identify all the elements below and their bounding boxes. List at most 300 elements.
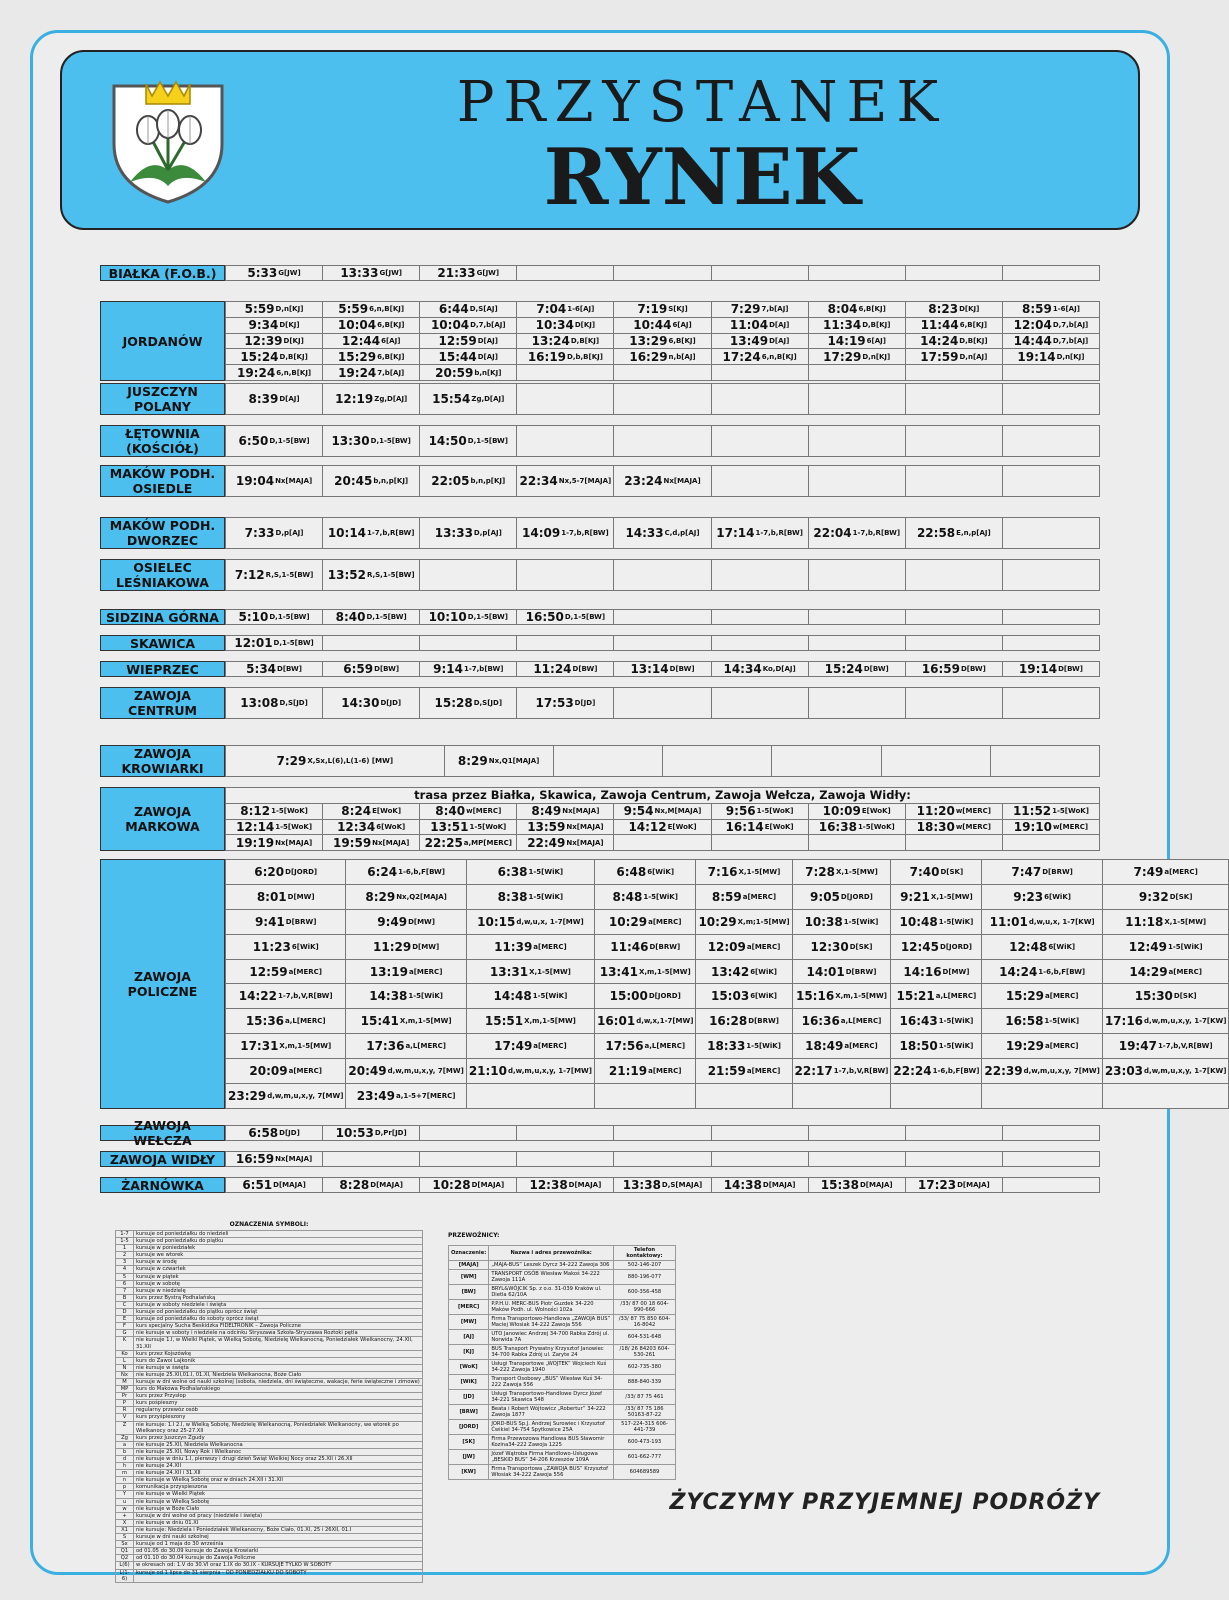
carrier-name: TRANSPORT OSÓB Wiesław Makoś 34-222 Zawoja 111A [489,1270,614,1285]
departure-time: 9:54 [623,804,654,819]
departure-symbols: X,m,1-5[MW] [279,1042,332,1051]
departure-symbols: w[MERC] [955,807,991,816]
legend-row [116,1491,423,1498]
stop-name: OSIELEC LEŚNIAKOWA [100,559,225,591]
departure-cell [517,820,614,836]
legend-symbol: D [116,1309,134,1316]
departure-cell [226,560,323,591]
departure-cell [891,1034,982,1059]
empty-cell [517,384,614,415]
empty-cell [906,610,1003,625]
stop-name: ZAWOJA POLICZNE [100,859,225,1109]
departure-time: 15:41 [360,1014,399,1029]
departure-cell [226,835,323,851]
departure-time: 17:49 [494,1039,533,1054]
departure-time: 16:50 [525,610,564,624]
empty-cell [517,1126,614,1141]
carriers-title: PRZEWOŹNICY: [448,1232,500,1239]
departure-time: 16:43 [899,1014,938,1029]
departure-symbols: 1-5[WoK] [271,807,308,816]
departure-cell [614,334,711,350]
departure-symbols: D,n[KJ] [862,352,891,361]
departure-time: 14:19 [827,333,866,348]
departure-cell [445,746,554,777]
departure-symbols: D,1-5[BW] [467,613,508,621]
stop-name: JORDANÓW [100,301,225,381]
departure-time: 15:30 [1134,989,1173,1004]
legend-symbol: Ko [116,1350,134,1357]
departure-time: 20:45 [334,474,373,488]
departure-symbols: 1-6[AJ] [1052,305,1080,314]
legend-row [116,1238,423,1245]
stop-name: ŻARNÓWKA [100,1177,225,1193]
departure-cell [982,1034,1102,1059]
departure-symbols: 6[WiK] [750,992,778,1001]
departure-time: 10:53 [335,1126,374,1140]
carrier-row [449,1420,676,1435]
departure-cell [696,984,792,1009]
departure-time: 11:24 [533,662,572,676]
departure-symbols: D,n[AJ] [959,352,988,361]
departures-grid [225,609,1100,625]
departures-grid [225,859,1229,1109]
departure-cell [696,960,792,985]
departure-time: 6:51 [242,1178,273,1192]
departure-cell [323,302,420,318]
departure-symbols: 7,b[AJ] [377,368,405,377]
departure-symbols: D[BW] [669,665,695,673]
departure-cell [595,1034,696,1059]
departure-time: 19:19 [235,835,275,850]
departure-time: 21:33 [437,266,476,280]
departure-cell [226,820,323,836]
carrier-code: [KJ] [449,1345,489,1360]
legend-row [116,1434,423,1441]
stop-row [100,265,1100,281]
departure-symbols: d,w,m,u,x,y, 7[MW] [1023,1067,1100,1076]
departure-time: 12:39 [244,333,283,348]
empty-cell [614,560,711,591]
departure-time: 22:05 [431,474,470,488]
departure-cell [226,688,323,719]
departure-cell [420,820,517,836]
departure-time: 14:09 [522,526,561,540]
departure-cell [467,984,595,1009]
empty-cell [906,426,1003,457]
departure-symbols: 1-7,b,R[BW] [755,529,803,537]
departure-cell [346,1034,466,1059]
departure-symbols: D[MAJA] [568,1181,602,1189]
departure-cell [712,1178,809,1193]
departure-symbols: 1-5[WiK] [1167,942,1203,951]
legend-symbol: S [116,1534,134,1541]
departure-time: 19:14 [1018,662,1058,676]
legend-row [116,1519,423,1526]
departure-cell [420,334,517,350]
departure-cell [1003,804,1100,820]
departure-time: 8:49 [531,804,562,819]
departure-cell [517,349,614,365]
departure-cell [420,302,517,318]
departure-time: 19:47 [1118,1039,1157,1054]
departure-cell [517,466,614,497]
empty-cell [1003,1178,1100,1193]
stop-name: ZAWOJA KROWIARKI [100,745,225,777]
carrier-code: [AJ] [449,1330,489,1345]
carrier-name: UTO Janowiec Andrzej 34-700 Rabka Zdrój ul. Norwida 7A [489,1330,614,1345]
departure-symbols: R,S,1-5[BW] [366,571,415,579]
carrier-phone: 600-473-193 [614,1435,676,1450]
departure-cell [891,910,982,935]
departure-symbols: 1-5[WoK] [756,807,794,816]
departure-cell [323,1126,420,1141]
empty-cell [712,835,809,851]
carrier-row [449,1330,676,1345]
departure-time: 22:04 [813,526,852,540]
legend-row [116,1273,423,1280]
legend-row [116,1393,423,1400]
departure-symbols: D[BW] [572,665,598,673]
departure-time: 8:01 [256,889,287,904]
departure-cell [323,349,420,365]
legend-symbol: K [116,1337,134,1350]
departure-cell [793,1059,892,1084]
departure-symbols: D[SK] [849,942,873,951]
departure-time: 14:48 [493,989,532,1004]
departure-symbols: X,1-5[MW] [930,892,973,901]
departure-time: 9:23 [1013,889,1044,904]
departure-time: 15:44 [438,349,477,364]
carrier-name: Usługi Transportowo-Handlowe Dyrcz Józef 34-221 Skawica 548 [489,1390,614,1405]
stop-name: SKAWICA [100,635,225,651]
departure-symbols: D[SK] [1173,992,1197,1001]
departure-cell [420,426,517,457]
departure-cell [809,1178,906,1193]
departure-time: 17:31 [240,1039,279,1054]
departure-cell [809,804,906,820]
empty-cell [614,384,711,415]
departure-time: 6:24 [367,864,398,879]
legend-description: nie kursuje 25.XII,01.I, 01.XI, Niedziela Wielkanocna, Boże Ciało [134,1371,423,1378]
departure-time: 18:49 [805,1039,844,1054]
legend-row [116,1386,423,1393]
departure-symbols: D[MAJA] [471,1181,505,1189]
departure-cell [906,804,1003,820]
departure-cell [614,318,711,334]
departure-time: 15:29 [1005,989,1045,1004]
departure-time: 16:29 [629,349,668,364]
empty-cell [1003,365,1100,381]
legend-description: kursuje w dni wolne od nauki szkolnej (sobota, niedziela, dni świąteczne, wakacje, ferie świąteczne i zimowe) [134,1378,423,1385]
departure-cell [517,835,614,851]
departure-cell [226,318,323,334]
legend-row [116,1441,423,1448]
departure-cell [467,1009,595,1034]
departure-time: 12:45 [900,939,940,954]
legend-symbol: u [116,1498,134,1505]
carrier-row [449,1450,676,1465]
legend-description: kursuje od poniedziałku do piątku [134,1238,423,1245]
departure-time: 11:46 [610,939,649,954]
legend-symbol: 6 [116,1280,134,1287]
departure-symbols: 1-5[WoK] [469,822,507,831]
legend-symbol: 2 [116,1252,134,1259]
departure-time: 8:28 [339,1178,370,1192]
departure-time: 17:36 [366,1039,405,1054]
departure-symbols: a[MERC] [288,1067,322,1076]
departure-symbols: d,w,u,x, 1-7[MW] [516,917,584,926]
departure-time: 13:30 [331,434,370,448]
legend-symbol: w [116,1505,134,1512]
legend-row [116,1231,423,1238]
legend-description: nie kursuje 25.XII, Nowy Rok i Wielkanoc [134,1448,423,1455]
departure-cell [226,610,323,625]
carrier-code: [SK] [449,1435,489,1450]
departure-symbols: D[JORD] [840,892,873,901]
departure-symbols: G[JW] [379,269,402,277]
departure-cell [323,266,420,281]
departure-cell [517,334,614,350]
departure-symbols: D[MAJA] [762,1181,796,1189]
empty-cell [712,365,809,381]
empty-cell [1003,560,1100,591]
departure-cell [323,365,420,381]
empty-cell [906,365,1003,381]
empty-cell [906,384,1003,415]
departure-cell [1003,662,1100,677]
departure-cell [1003,820,1100,836]
empty-cell [906,560,1003,591]
departure-cell [906,518,1003,549]
departure-cell [891,1059,982,1084]
departure-symbols: a[MERC] [533,1042,567,1051]
departure-cell [226,1126,323,1141]
empty-cell [809,426,906,457]
legend-description: kursuje we wtorek [134,1252,423,1259]
carrier-row [449,1285,676,1300]
departure-time: 19:04 [235,474,275,488]
departure-cell [517,302,614,318]
departure-symbols: S[KJ] [668,305,688,314]
departure-time: 12:01 [234,636,273,650]
departure-cell [1103,1059,1229,1084]
departure-symbols: D[AJ] [769,336,790,345]
departure-symbols: 6[WiK] [1048,942,1076,951]
departure-cell [226,518,323,549]
empty-cell [991,746,1100,777]
departure-symbols: X,1-5[MW] [738,867,781,876]
departure-time: 23:24 [624,474,663,488]
empty-cell [517,426,614,457]
legend-row [116,1456,423,1463]
carrier-name: Józef Wątroba Firma Handlowo-Usługowa „BESKID BUS” 34-206 Krzeszów 109A [489,1450,614,1465]
departure-symbols: D,B[KJ] [959,336,988,345]
legend-symbol: 1-7 [116,1231,134,1238]
departure-time: 17:53 [535,696,574,710]
departure-time: 6:58 [248,1126,279,1140]
departure-symbols: d,w,m,u,x,y, 1-7[KW] [1144,1017,1227,1026]
departure-cell [793,1009,892,1034]
departure-time: 12:30 [810,939,849,954]
carriers-header-name: Nazwa i adres przewoźnika: [489,1246,614,1261]
legend-symbol: 7 [116,1287,134,1294]
legend-row [116,1548,423,1555]
legend-row [116,1569,423,1582]
legend-row [116,1350,423,1357]
departure-symbols: X,Sx,L(6),L(1-6) [MW] [307,757,394,765]
departure-cell [793,860,892,885]
departure-symbols: Zg,D[AJ] [471,395,505,403]
legend-symbol: X1 [116,1526,134,1533]
empty-cell [712,466,809,497]
departure-symbols: D[MW] [287,892,315,901]
departure-symbols: d,w,m,u,x,y, 7[MW] [387,1067,464,1076]
departure-symbols: D,1-5[BW] [370,437,411,445]
departure-time: 17:56 [605,1039,644,1054]
departure-symbols: 6,B[KJ] [377,352,405,361]
departure-symbols: w[MERC] [466,807,502,816]
departure-cell [712,318,809,334]
legend-symbol: E [116,1316,134,1323]
departure-time: 11:23 [252,939,291,954]
departure-time: 18:30 [916,819,955,834]
carrier-name: „MAJA-BUS” Leszek Dyrcz 34-222 Zawoja 306 [489,1261,614,1270]
departure-time: 12:19 [335,392,374,406]
departure-time: 15:03 [710,989,750,1004]
carrier-name: Firma Transportowa „ZAWOJA BUS” Krzysztof Włosiak 34-222 Zawoja 556 [489,1465,614,1480]
empty-cell [906,1126,1003,1141]
departure-cell [595,910,696,935]
departure-symbols: 6,B[KJ] [959,321,988,330]
empty-cell [1003,518,1100,549]
departure-cell [696,860,792,885]
stop-name: JUSZCZYN POLANY [100,383,225,415]
departure-symbols: 6[AJ] [672,321,692,330]
departure-cell [906,349,1003,365]
departure-cell [323,610,420,625]
departure-time: 8:29 [365,889,396,904]
carrier-code: [WoK] [449,1360,489,1375]
departure-time: 5:10 [238,610,269,624]
departure-time: 7:33 [244,526,275,540]
empty-cell [614,610,711,625]
departure-cell [1103,1009,1229,1034]
departures-grid [225,425,1100,457]
departure-symbols: 1-5[WoK] [1052,807,1089,816]
carriers-header-phone: Telefon kontaktowy: [614,1246,676,1261]
departure-cell [346,910,466,935]
carrier-code: [WM] [449,1270,489,1285]
carrier-row [449,1261,676,1270]
departure-cell [1003,334,1100,350]
empty-cell [712,266,809,281]
departure-symbols: 1-7,b,R[BW] [561,529,609,537]
departure-cell [595,960,696,985]
departure-symbols: D[BW] [277,665,302,673]
departure-symbols: D[AJ] [477,352,498,361]
departure-time: 5:59 [338,302,369,317]
departure-symbols: D[AJ] [279,395,300,403]
departure-cell [891,885,982,910]
departure-cell [467,1059,595,1084]
departure-time: 9:14 [433,662,463,676]
departure-cell [467,860,595,885]
empty-cell [712,560,809,591]
departure-time: 15:36 [245,1014,285,1029]
departure-symbols: 6,B[KJ] [377,321,405,330]
legend-symbol: L(1-6) [116,1569,134,1582]
departure-symbols: D[MAJA] [273,1181,306,1189]
departure-cell [809,349,906,365]
departure-time: 13:33 [434,526,473,540]
departure-time: 6:48 [616,864,647,879]
departure-time: 12:44 [341,333,381,348]
departure-cell [982,935,1102,960]
departure-time: 12:48 [1009,939,1048,954]
stop-row [100,1151,1100,1167]
departure-cell [226,426,323,457]
departure-symbols: 1-5[WiK] [746,1042,781,1051]
legend-symbol: a [116,1441,134,1448]
departure-time: 6:20 [254,864,285,879]
departure-cell [323,334,420,350]
departure-symbols: D,1-5[BW] [269,613,310,621]
departure-cell [793,885,892,910]
departure-cell [226,746,445,777]
departure-symbols: 6[WiK] [750,967,778,976]
empty-cell [712,1126,809,1141]
departure-cell [226,302,323,318]
departure-time: 6:59 [343,662,374,676]
departure-symbols: G[JW] [476,269,500,277]
departure-time: 5:34 [246,662,277,676]
departure-symbols: X,1-5[MW] [835,867,878,876]
departure-time: 13:33 [340,266,379,280]
departure-cell [595,984,696,1009]
empty-cell [420,560,517,591]
departure-symbols: D[BRW] [845,967,877,976]
departure-time: 9:05 [810,889,840,904]
departure-time: 19:29 [1005,1039,1045,1054]
legend-row [116,1512,423,1519]
departure-time: 10:09 [822,804,861,819]
departure-time: 14:01 [806,964,845,979]
departure-symbols: D[KJ] [279,321,300,330]
stop-name: SIDZINA GÓRNA [100,609,225,625]
carrier-code: [JD] [449,1390,489,1405]
legend-symbol: P [116,1400,134,1407]
departure-cell [323,820,420,836]
legend-symbol: b [116,1448,134,1455]
legend-symbol: 1-5 [116,1238,134,1245]
departure-symbols: E[WoK] [372,807,402,816]
legend-row [116,1301,423,1308]
departure-symbols: D[JD] [380,699,402,707]
legend-row [116,1541,423,1548]
departures-grid [225,1151,1100,1167]
legend-symbol: L(6) [116,1562,134,1569]
departure-symbols: Nx[MAJA] [275,477,313,485]
legend-description: kursuje w sobotę [134,1280,423,1287]
carrier-code: [BW] [449,1285,489,1300]
departure-time: 8:48 [612,889,643,904]
legend-row [116,1378,423,1385]
departure-cell [226,935,346,960]
empty-cell [420,636,517,651]
legend-symbol: N [116,1364,134,1371]
departure-time: 20:09 [249,1064,288,1079]
departure-time: 7:16 [707,864,738,879]
